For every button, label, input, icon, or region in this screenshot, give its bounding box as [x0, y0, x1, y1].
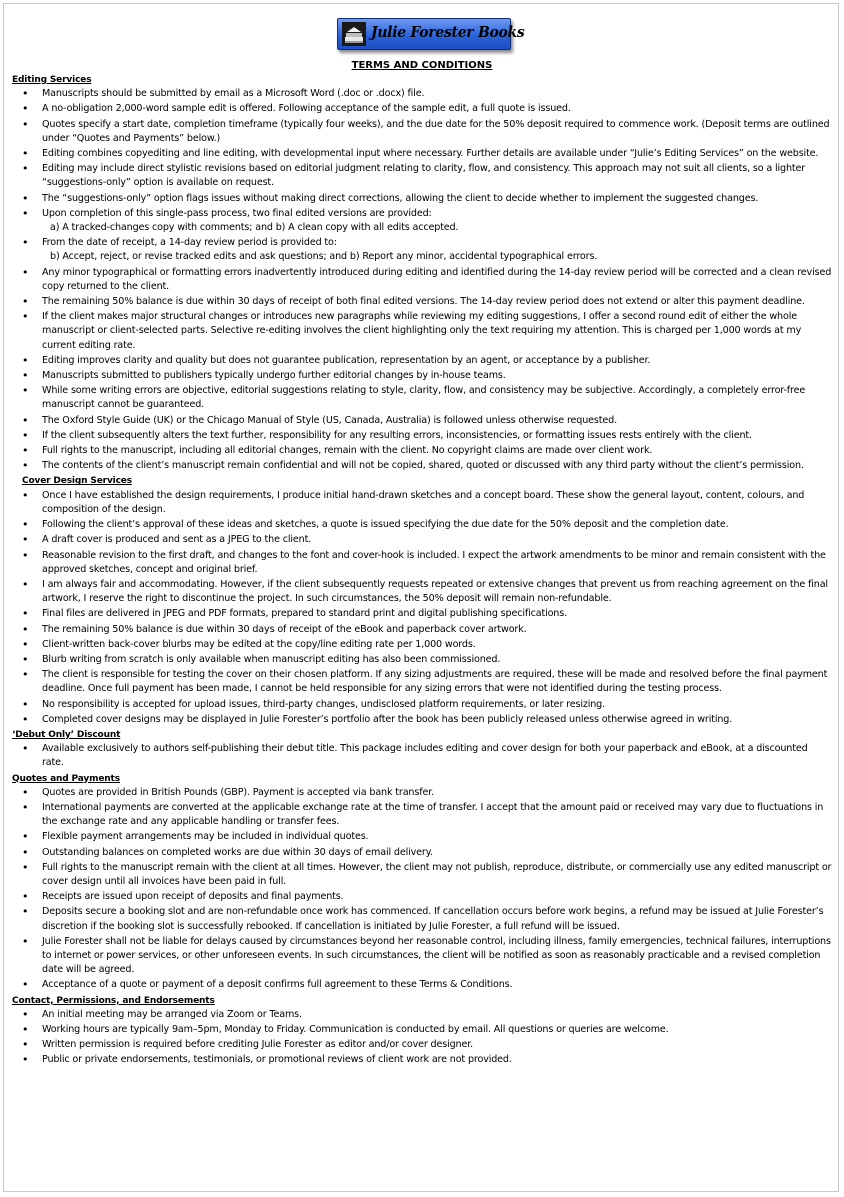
- list-item-text: Manuscripts should be submitted by email as a Microsoft Word (.doc or .docx) file.: [42, 88, 425, 100]
- list-item-text: The remaining 50% balance is due within 30 days of receipt of the eBook and paperback cover artwork.: [42, 623, 527, 635]
- list-item: [12, 102, 834, 116]
- list-item: [12, 668, 834, 696]
- terms-content: [12, 73, 834, 1069]
- list-item-text: A no-obligation 2,000-word sample edit is offered. Following acceptance of the sample edit, a full quote is issued.: [42, 103, 571, 115]
- list-item-text: Editing improves clarity and quality but does not guarantee publication, representation by an agent, or acceptance by a publisher.: [42, 354, 651, 366]
- list-item-text: Available exclusively to authors self-publishing their debut title. This package includes editing and cover design for both your paperback and eBook, at a discounted rate.: [42, 743, 808, 769]
- logo-text: Julie Forester Books: [371, 23, 525, 41]
- list-item-text: Upon completion of this single-pass process, two final edited versions are provided:: [42, 207, 432, 219]
- list-item-text: No responsibility is accepted for upload issues, third-party changes, undisclosed platform requirements, or later resizing.: [42, 698, 606, 710]
- list-item: [12, 1038, 834, 1052]
- list-item-text: If the client makes major structural changes or introduces new paragraphs while reviewing my editing suggestions, I offer a second round edit of either the whole manuscript or client-selected parts. Selective re-editing involves the client highlighting only the text requiring my attention. This is charged per 1,000 words at my current editing rate.: [42, 311, 802, 351]
- list-item-text: The client is responsible for testing the cover on their chosen platform. If any sizing adjustments are required, these will be made and resolved before the final payment deadline. Once full payment has been made, I cannot be held responsible for any sizing errors that were not identified during the testing process.: [42, 669, 828, 695]
- section-heading: Editing Services: [12, 75, 92, 85]
- list-item: [12, 846, 834, 860]
- list-item-text: Any minor typographical or formatting errors inadvertently introduced during editing and identified during the 14-day review period will be corrected and a clean revised copy returned to the client.: [42, 266, 832, 292]
- list-item-text: Julie Forester shall not be liable for delays caused by circumstances beyond her reasonable control, including illness, family emergencies, technical failures, interruptions to internet or power services, or other unforeseen events. In such circumstances, the client will be notified as soon as reasonably practicable and a revised completion date will be agreed.: [42, 935, 831, 976]
- list-item-text: While some writing errors are objective, editorial suggestions relating to style, clarity, flow, and consistency may be subjective. Accordingly, a completely error-free manuscript cannot be guaranteed.: [42, 385, 806, 411]
- section-list: [12, 742, 834, 770]
- list-item: [12, 653, 834, 667]
- list-item-text: Once I have established the design requirements, I produce initial hand-drawn sketches and a concept board. These show the general layout, content, colours, and composition of the design.: [42, 489, 805, 515]
- list-item-text: If the client subsequently alters the text further, responsibility for any resulting errors, inconsistencies, or formatting issues rests entirely with the client.: [42, 429, 752, 441]
- list-item: [12, 786, 834, 800]
- section-list: [12, 786, 834, 993]
- list-item-text: Following the client’s approval of these ideas and sketches, a quote is issued specifying the due date for the 50% deposit and the completion date.: [42, 519, 729, 531]
- list-item: [12, 207, 834, 235]
- list-item: [12, 549, 834, 577]
- list-item: [12, 459, 834, 473]
- section-heading: Quotes and Payments: [12, 773, 120, 784]
- list-item-text: Reasonable revision to the first draft, and changes to the font and cover-hook is included. I expect the artwork amendments to be minor and remain consistent with the approved sketches, concept and original brief.: [42, 549, 826, 575]
- logo: [337, 18, 525, 50]
- section-list: [12, 489, 834, 727]
- section-heading: ‘Debut Only’ Discount: [12, 729, 121, 740]
- list-item-text: Client-written back-cover blurbs may be edited at the copy/line editing rate per 1,000 words.: [42, 638, 476, 650]
- list-item: [12, 638, 834, 652]
- list-item: [12, 1023, 834, 1037]
- list-item-text: Manuscripts submitted to publishers typically undergo further editorial changes by in-house teams.: [42, 370, 506, 382]
- list-item-text: Full rights to the manuscript remain with the client at all times. However, the client may not publish, reproduce, distribute, or commercially use any edited manuscript or cover design until all invoices have been paid in full.: [42, 861, 832, 887]
- list-item-text: From the date of receipt, a 14-day review period is provided to:: [42, 237, 337, 249]
- list-item: [12, 87, 834, 101]
- list-item: [12, 354, 834, 368]
- list-item: [12, 162, 834, 190]
- list-item: [12, 698, 834, 712]
- list-item: [12, 801, 834, 829]
- list-item: [12, 935, 834, 978]
- list-item-text: Editing may include direct stylistic revisions based on editorial judgment relating to clarity, flow, and consistency. This approach may not suit all clients, so a lighter “suggestions-only” option is available on request.: [42, 163, 806, 189]
- list-item: [12, 905, 834, 933]
- list-item: [12, 713, 834, 727]
- list-item-text: The contents of the client’s manuscript remain confidential and will not be copied, shared, quoted or discussed with any third party without the client’s permission.: [42, 460, 804, 472]
- list-item-text: The “suggestions-only” option flags issues without making direct corrections, allowing the client to decide whether to implement the suggested changes.: [42, 192, 759, 204]
- section-list: [12, 87, 834, 473]
- list-item-text: The remaining 50% balance is due within 30 days of receipt of both final edited versions. The 14-day review period does not extend or alter this payment deadline.: [42, 296, 805, 308]
- list-item: [12, 861, 834, 889]
- list-item-text: An initial meeting may be arranged via Zoom or Teams.: [42, 1008, 302, 1020]
- list-item: [12, 489, 834, 517]
- list-item-text: Blurb writing from scratch is only available when manuscript editing has also been commissioned.: [42, 653, 501, 665]
- list-item: [12, 310, 834, 353]
- list-item-text: Quotes specify a start date, completion timeframe (typically four weeks), and the due date for the 50% deposit required to commence work. (Deposit terms are outlined under “Quotes and Payments” below.): [42, 118, 830, 144]
- list-item: [12, 578, 834, 606]
- list-item: [12, 518, 834, 532]
- list-item-text: Deposits secure a booking slot and are non-refundable once work has commenced. If cancellation occurs before work begins, a refund may be issued at Julie Forester’s discretion if the booking slot is successfully rebooked. If cancellation is initiated by Julie Forester, a full refund will be issued.: [42, 906, 824, 932]
- list-item-text: Receipts are issued upon receipt of deposits and final payments.: [42, 891, 344, 903]
- list-item: [12, 607, 834, 621]
- list-item-text: Quotes are provided in British Pounds (GBP). Payment is accepted via bank transfer.: [42, 786, 435, 798]
- list-item-text: I am always fair and accommodating. However, if the client subsequently requests repeated or extensive changes that prevent us from reaching agreement on the final artwork, I reserve the right to discontinue the project. In such circumstances, the 50% deposit will remain non-refundable.: [42, 578, 828, 605]
- books-icon: [341, 21, 367, 47]
- list-item-text: Public or private endorsements, testimonials, or promotional reviews of client work are not provided.: [42, 1054, 512, 1066]
- list-item-text: Full rights to the manuscript, including all editorial changes, remain with the client. No copyright claims are made over client work.: [42, 445, 653, 457]
- section-list: [12, 1008, 834, 1068]
- list-item: [12, 429, 834, 443]
- list-item-text: Flexible payment arrangements may be included in individual quotes.: [42, 831, 369, 843]
- list-item: [12, 1008, 834, 1022]
- list-item-text: Working hours are typically 9am–5pm, Monday to Friday. Communication is conducted by email. All questions or queries are welcome.: [42, 1024, 669, 1035]
- list-item-text: Completed cover designs may be displayed in Julie Forester’s portfolio after the book has been publicly released unless otherwise agreed in writing.: [42, 713, 733, 725]
- list-item-text: A draft cover is produced and sent as a JPEG to the client.: [42, 534, 312, 546]
- list-item-text: Editing combines copyediting and line editing, with developmental input where necessary. Further details are available under “Julie’s Editing Services” on the website.: [42, 148, 819, 160]
- list-item: [12, 890, 834, 904]
- list-item: [12, 192, 834, 206]
- list-item-text: Final files are delivered in JPEG and PDF formats, prepared to standard print and digital publishing specifications.: [42, 608, 567, 620]
- section-heading: Cover Design Services: [22, 476, 132, 487]
- list-item: [12, 236, 834, 264]
- list-item-subtext: a) A tracked-changes copy with comments; and b) A clean copy with all edits accepted.: [50, 222, 459, 234]
- list-item: [12, 742, 834, 770]
- list-item-text: Written permission is required before crediting Julie Forester as editor and/or cover designer.: [42, 1039, 474, 1051]
- list-item: [12, 623, 834, 637]
- list-item-text: Outstanding balances on completed works are due within 30 days of email delivery.: [42, 846, 433, 858]
- list-item: [12, 414, 834, 428]
- list-item: [12, 978, 834, 992]
- list-item: [12, 384, 834, 412]
- list-item: [12, 1053, 834, 1067]
- list-item-text: International payments are converted at the applicable exchange rate at the time of transfer. I accept that the amount paid or received may vary due to fluctuations in the exchange rate and any applicable handling or transfer fees.: [42, 801, 824, 828]
- list-item-text: Acceptance of a quote or payment of a deposit confirms full agreement to these Terms & Conditions.: [42, 979, 513, 991]
- list-item: [12, 444, 834, 458]
- list-item: [12, 533, 834, 547]
- section-heading: Contact, Permissions, and Endorsements: [12, 995, 215, 1006]
- list-item-subtext: b) Accept, reject, or revise tracked edits and ask questions; and b) Report any minor, accidental typographical errors.: [50, 251, 598, 263]
- list-item: [12, 830, 834, 844]
- list-item-text: The Oxford Style Guide (UK) or the Chicago Manual of Style (US, Canada, Australia) is followed unless otherwise requested.: [42, 414, 617, 426]
- list-item: [12, 118, 834, 146]
- list-item: [12, 147, 834, 161]
- list-item: [12, 295, 834, 309]
- list-item: [12, 369, 834, 383]
- page-title: TERMS AND CONDITIONS: [351, 60, 493, 71]
- list-item: [12, 266, 834, 294]
